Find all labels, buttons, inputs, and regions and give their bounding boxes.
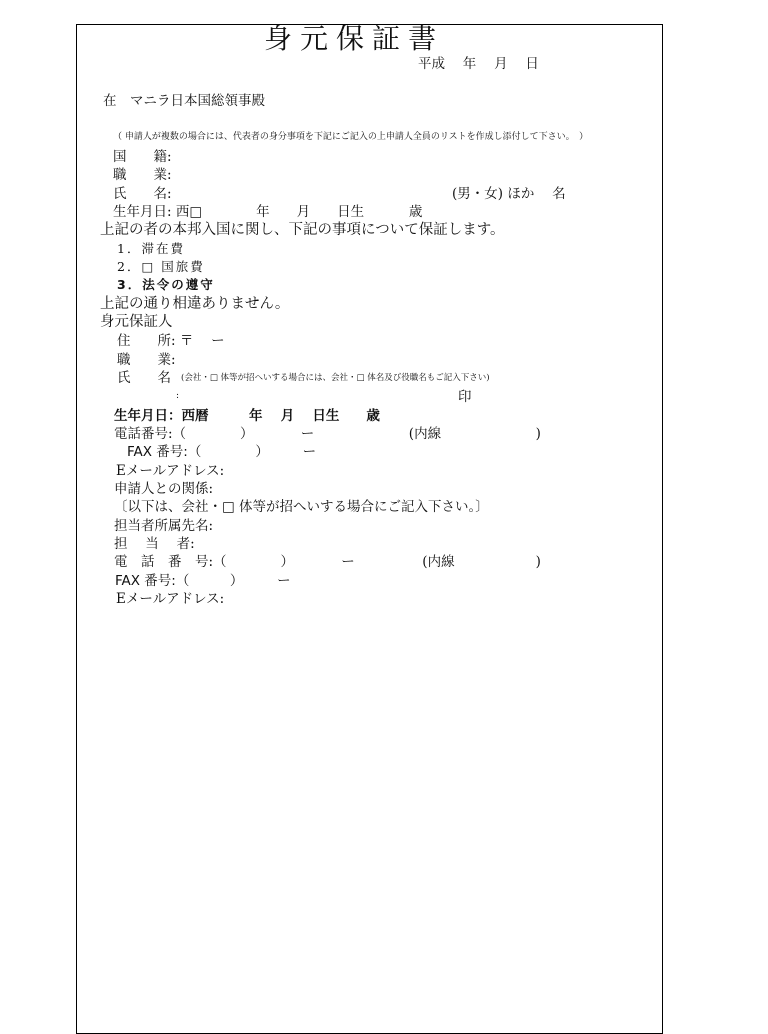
applicant-gender-others: (男・女) ほか 名 (452, 186, 566, 202)
confirmation-text: 上記の通り相違ありません。 (100, 296, 290, 312)
guarantor-phone: 電話番号:（ ） ー (内線 ) (114, 426, 541, 442)
guarantor-relation: 申請人との関係: (114, 481, 214, 497)
applicant-birth: 生年月日: 西□ 年 月 日生 歳 (113, 204, 423, 220)
guarantor-birth: 生年月日：西暦 年 月 日生 歳 (114, 408, 380, 424)
guarantor-email: Eメールアドレス: (116, 463, 225, 479)
date-line: 平成 年 月 日 (418, 56, 539, 72)
company-person: 担 当 者: (114, 536, 195, 552)
applicant-nationality: 国 籍: (113, 149, 172, 165)
document-title: 身元保証書 (264, 22, 445, 55)
seal-mark: 印 (458, 389, 472, 405)
company-fax: FAX 番号:（ ） ー (115, 573, 291, 589)
guarantor-name-note: (会社・□ 体等が招へいする場合には、会社・□ 体名及び役職名もご記入下さい) (181, 373, 490, 383)
guarantor-name-label: 氏 名 (117, 370, 171, 386)
company-email: Eメールアドレス: (116, 591, 225, 607)
applicants-note: （ 申請人が複数の場合には、代表者の身分事項を下記にご記入の上申請人全員のリストを作成し添付して下さい。 ） (113, 132, 589, 142)
addressee: 在 マニラ日本国総領事殿 (103, 93, 265, 109)
guarantor-address: 住 所: 〒 ー (117, 333, 225, 349)
applicant-occupation: 職 業: (113, 167, 172, 183)
guarantor-heading: 身元保証人 (100, 314, 173, 330)
guarantor-fax: FAX 番号:（ ） ー (127, 444, 317, 460)
applicant-name: 氏 名: (113, 186, 172, 202)
guarantee-statement: 上記の者の本邦入国に関し、下記の事項について保証します。 (100, 222, 505, 238)
company-phone: 電 話 番 号:（ ） ー (内線 ) (114, 554, 541, 570)
guarantor-name-colon: : (176, 391, 180, 401)
item-law-compliance: 3．法令の遵守 (117, 277, 215, 292)
item-stay-expenses: 1．滞在費 (117, 241, 185, 256)
guarantor-occupation: 職 業: (117, 352, 176, 368)
company-section-note: 〔以下は、会社・□ 体等が招へいする場合にご記入下さい。〕 (114, 499, 489, 515)
item-travel-expenses: 2．□ 国旅費 (117, 259, 205, 274)
company-department: 担当者所属先名: (114, 518, 214, 534)
